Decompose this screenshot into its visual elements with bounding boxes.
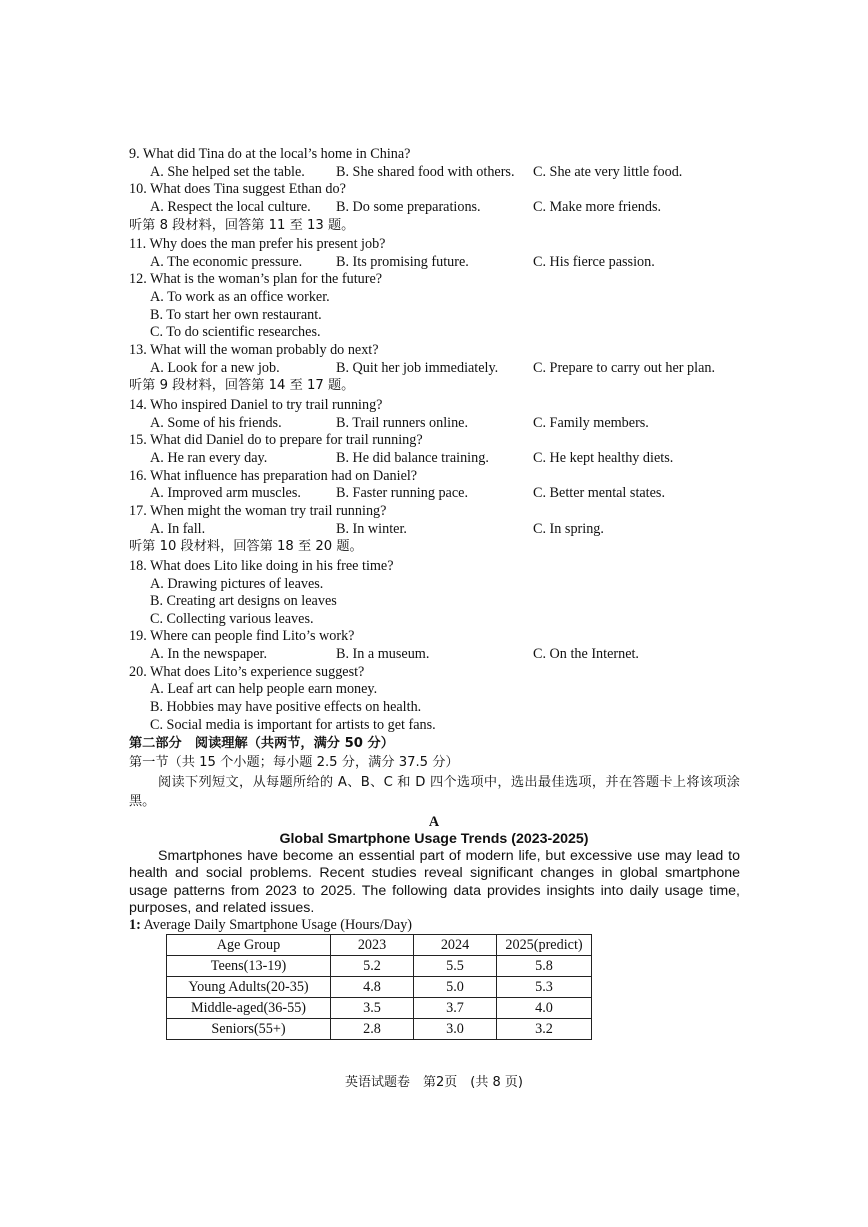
page-footer: 英语试题卷 第2页 (共 8 页): [345, 1075, 523, 1090]
q18-option-c: C. Collecting various leaves.: [150, 611, 314, 627]
q12-option-a: A. To work as an office worker.: [150, 289, 330, 305]
q17-option-c: C. In spring.: [533, 521, 604, 537]
table-caption-number: 1:: [129, 917, 141, 933]
cell-2024: 3.0: [414, 1019, 497, 1040]
q12-option-c: C. To do scientific researches.: [150, 324, 321, 340]
q15-option-c: C. He kept healthy diets.: [533, 450, 674, 466]
q11-option-c: C. His fierce passion.: [533, 254, 655, 270]
q18-option-a: A. Drawing pictures of leaves.: [150, 576, 324, 592]
cell-2025: 4.0: [497, 998, 592, 1019]
q13-option-b: B. Quit her job immediately.: [336, 360, 499, 376]
q15-option-a: A. He ran every day.: [150, 450, 268, 466]
part-2-heading: 第二部分 阅读理解（共两节，满分 50 分）: [129, 736, 394, 751]
question-17: 17. When might the woman try trail running?: [129, 503, 387, 519]
q9-option-c: C. She ate very little food.: [533, 164, 683, 180]
cell-age-group: Young Adults(20-35): [167, 977, 331, 998]
question-13: 13. What will the woman probably do next?: [129, 342, 379, 358]
cell-2024: 5.0: [414, 977, 497, 998]
cell-2023: 4.8: [331, 977, 414, 998]
q13-option-a: A. Look for a new job.: [150, 360, 280, 376]
q16-option-c: C. Better mental states.: [533, 485, 665, 501]
question-9: 9. What did Tina do at the local’s home in China?: [129, 146, 411, 162]
question-19: 19. Where can people find Lito’s work?: [129, 628, 355, 644]
q20-option-a: A. Leaf art can help people earn money.: [150, 681, 378, 697]
table-caption-text: Average Daily Smartphone Usage (Hours/Day): [140, 917, 413, 933]
question-14: 14. Who inspired Daniel to try trail running?: [129, 397, 383, 413]
header-2025: 2025(predict): [497, 935, 592, 956]
q11-option-a: A. The economic pressure.: [150, 254, 303, 270]
q14-option-c: C. Family members.: [533, 415, 649, 431]
question-20: 20. What does Lito’s experience suggest?: [129, 664, 365, 680]
passage-intro: Smartphones have become an essential part of modern life, but excessive use may lead to health and social problems. Recent studies reveal significant changes in global smartphone usage patterns from 2023 to 2025. The following data provides insights into daily usage time, purposes, and related issues.: [129, 848, 740, 916]
question-16: 16. What influence has preparation had on Daniel?: [129, 468, 418, 484]
section-1-heading: 第一节（共 15 个小题；每小题 2.5 分，满分 37.5 分）: [129, 755, 459, 770]
cell-2024: 3.7: [414, 998, 497, 1019]
q12-option-b: B. To start her own restaurant.: [150, 307, 322, 323]
question-12: 12. What is the woman’s plan for the future?: [129, 271, 383, 287]
section-8-instruction: 听第 8 段材料，回答第 11 至 13 题。: [129, 218, 355, 233]
q16-option-b: B. Faster running pace.: [336, 485, 468, 501]
header-2024: 2024: [414, 935, 497, 956]
cell-2023: 2.8: [331, 1019, 414, 1040]
q10-option-b: B. Do some preparations.: [336, 199, 481, 215]
table-header-row: [167, 935, 592, 956]
table-row: [167, 998, 592, 1019]
q9-option-b: B. She shared food with others.: [336, 164, 515, 180]
cell-age-group: Middle-aged(36-55): [167, 998, 331, 1019]
section-9-instruction: 听第 9 段材料，回答第 14 至 17 题。: [129, 378, 355, 393]
q17-option-a: A. In fall.: [150, 521, 206, 537]
question-18: 18. What does Lito like doing in his free time?: [129, 558, 394, 574]
q14-option-b: B. Trail runners online.: [336, 415, 469, 431]
q15-option-b: B. He did balance training.: [336, 450, 489, 466]
q19-option-b: B. In a museum.: [336, 646, 430, 662]
cell-2023: 3.5: [331, 998, 414, 1019]
table-row: [167, 1019, 592, 1040]
q20-option-c: C. Social media is important for artists to get fans.: [150, 717, 436, 733]
cell-2025: 5.8: [497, 956, 592, 977]
q16-option-a: A. Improved arm muscles.: [150, 485, 301, 501]
q17-option-b: B. In winter.: [336, 521, 407, 537]
header-2023: 2023: [331, 935, 414, 956]
question-15: 15. What did Daniel do to prepare for trail running?: [129, 432, 423, 448]
q19-option-c: C. On the Internet.: [533, 646, 639, 662]
header-age-group: Age Group: [167, 935, 331, 956]
cell-age-group: Teens(13-19): [167, 956, 331, 977]
passage-title: Global Smartphone Usage Trends (2023-2025): [279, 831, 589, 847]
question-10: 10. What does Tina suggest Ethan do?: [129, 181, 346, 197]
q20-option-b: B. Hobbies may have positive effects on health.: [150, 699, 422, 715]
section-10-instruction: 听第 10 段材料，回答第 18 至 20 题。: [129, 539, 363, 554]
q18-option-b: B. Creating art designs on leaves: [150, 593, 337, 609]
reading-instruction: 阅读下列短文，从每题所给的 A、B、C 和 D 四个选项中，选出最佳选项，并在答题卡上将该项涂黑。: [129, 775, 740, 809]
q9-option-a: A. She helped set the table.: [150, 164, 305, 180]
cell-2025: 3.2: [497, 1019, 592, 1040]
cell-2024: 5.5: [414, 956, 497, 977]
q10-option-c: C. Make more friends.: [533, 199, 662, 215]
table-caption: [129, 917, 412, 934]
cell-age-group: Seniors(55+): [167, 1019, 331, 1040]
passage-letter: A: [428, 814, 440, 830]
table-row: [167, 977, 592, 998]
usage-table: [166, 934, 592, 1040]
q10-option-a: A. Respect the local culture.: [150, 199, 311, 215]
table-row: [167, 956, 592, 977]
q11-option-b: B. Its promising future.: [336, 254, 469, 270]
q14-option-a: A. Some of his friends.: [150, 415, 282, 431]
q13-option-c: C. Prepare to carry out her plan.: [533, 360, 716, 376]
question-11: 11. Why does the man prefer his present job?: [129, 236, 386, 252]
cell-2025: 5.3: [497, 977, 592, 998]
q19-option-a: A. In the newspaper.: [150, 646, 268, 662]
cell-2023: 5.2: [331, 956, 414, 977]
